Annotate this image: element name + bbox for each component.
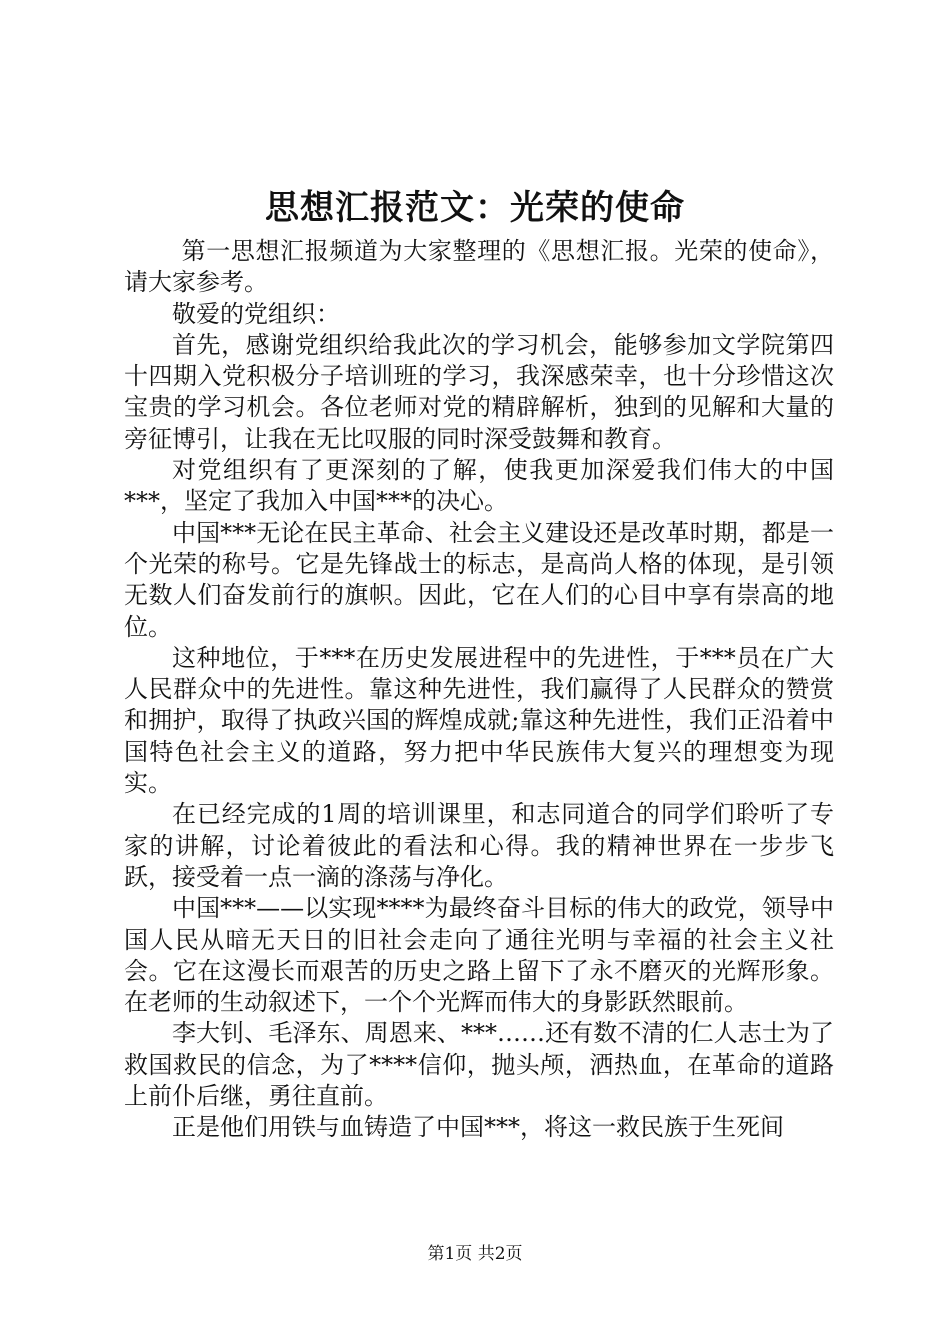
paragraph: 中国***——以实现****为最终奋斗目标的伟大的政党，领导中国人民从暗无天日的旧社会走向了通往光明与幸福的社会主义社会。它在这漫长而艰苦的历史之路上留下了永不磨灭的光辉形象。在老师的生动叙述下，一个个光辉而伟大的身影跃然眼前。	[124, 894, 834, 1017]
paragraph: 第一思想汇报频道为大家整理的《思想汇报。光荣的使命》，请大家参考。	[124, 237, 834, 297]
paragraph: 在已经完成的1周的培训课里，和志同道合的同学们聆听了专家的讲解，讨论着彼此的看法和心得。我的精神世界在一步步飞跃，接受着一点一滴的涤荡与净化。	[124, 800, 834, 891]
document-body	[124, 236, 834, 1144]
paragraph: 首先，感谢党组织给我此次的学习机会，能够参加文学院第四十四期入党积极分子培训班的学习，我深感荣幸，也十分珍惜这次宝贵的学习机会。各位老师对党的精辟解析，独到的见解和大量的旁征博引，让我在无比叹服的同时深受鼓舞和教育。	[124, 330, 834, 453]
salutation: 敬爱的党组织：	[172, 299, 340, 328]
paragraph: 正是他们用铁与血铸造了中国***，将这一救民族于生死间	[172, 1113, 784, 1142]
page-footer: 第1页 共2页	[427, 1244, 523, 1264]
paragraph: 李大钊、毛泽东、周恩来、***……还有数不清的仁人志士为了救国救民的信念，为了****信仰，抛头颅，洒热血，在革命的道路上前仆后继，勇往直前。	[124, 1019, 834, 1111]
paragraph: 对党组织有了更深刻的了解，使我更加深爱我们伟大的中国***，坚定了我加入中国***的决心。	[124, 456, 834, 516]
paragraph: 中国***无论在民主革命、社会主义建设还是改革时期，都是一个光荣的称号。它是先锋战士的标志，是高尚人格的体现，是引领无数人们奋发前行的旗帜。因此，它在人们的心目中享有崇高的地位。	[124, 518, 834, 641]
document-title: 思想汇报范文：光荣的使命	[265, 188, 685, 228]
paragraph: 这种地位，于***在历史发展进程中的先进性，于***员在广大人民群众中的先进性。靠这种先进性，我们赢得了人民群众的赞赏和拥护，取得了执政兴国的辉煌成就;靠这种先进性，我们正沿着中国特色社会主义的道路，努力把中华民族伟大复兴的理想变为现实。	[124, 643, 834, 798]
